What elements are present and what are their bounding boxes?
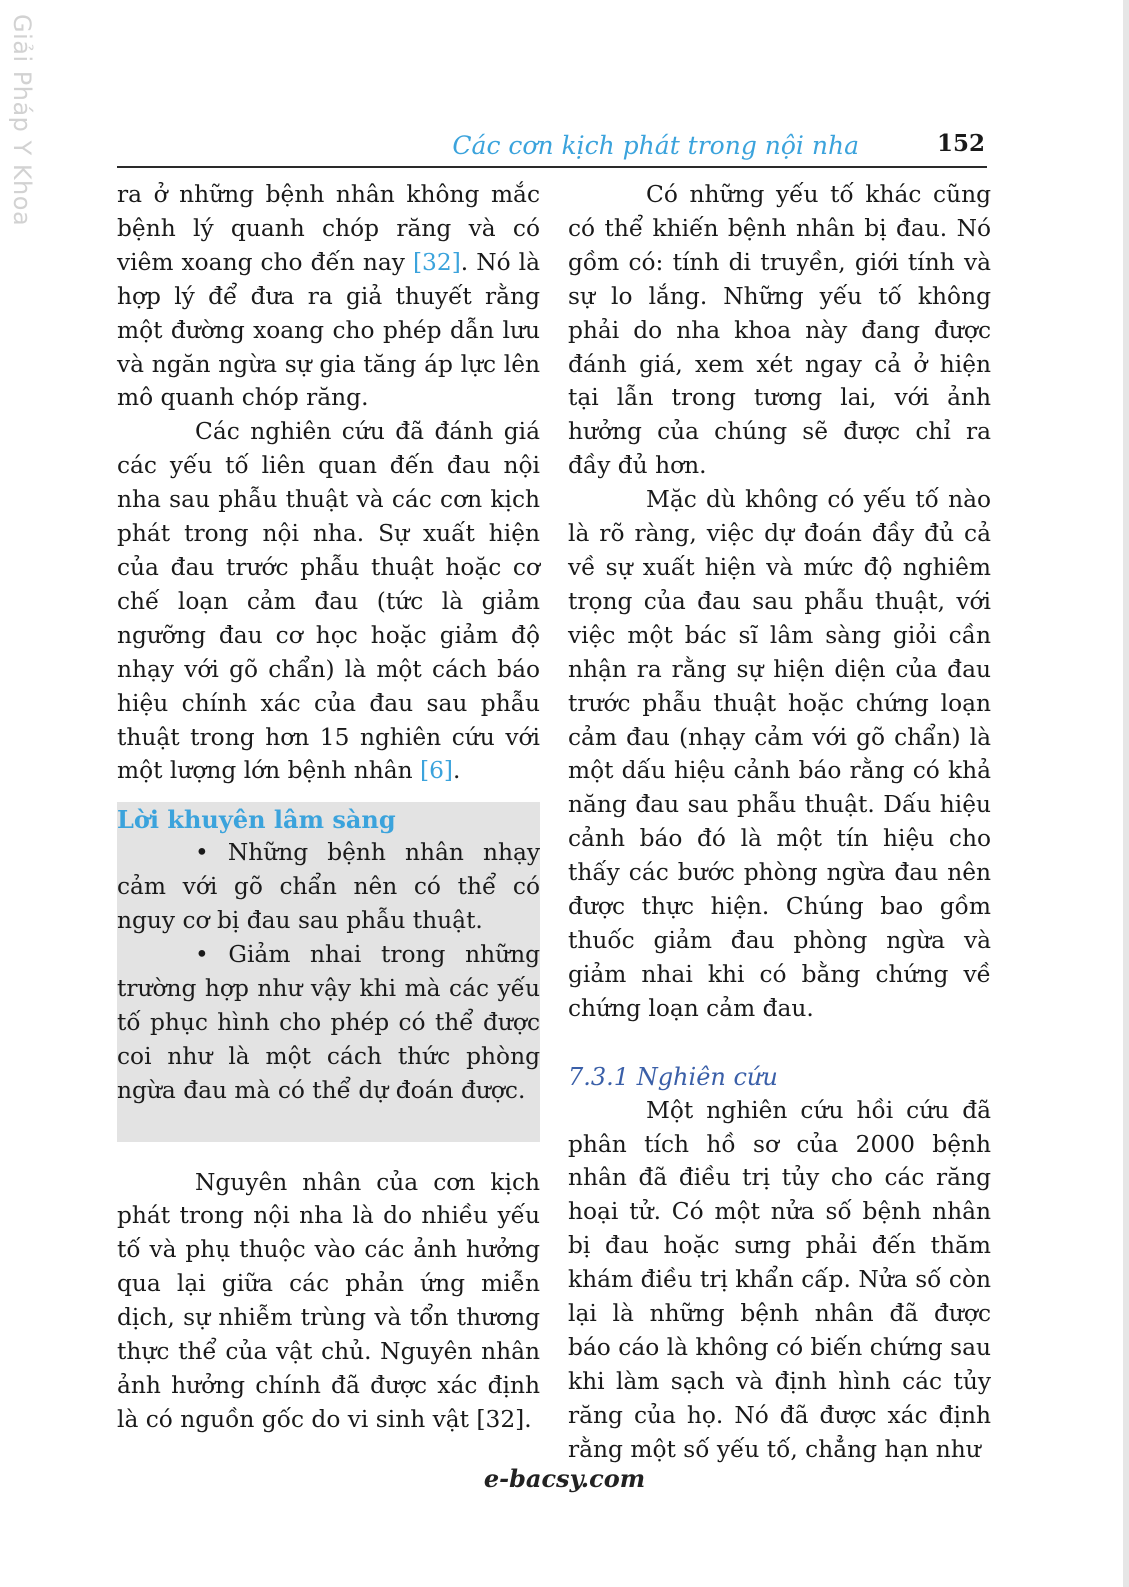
paragraph bbox=[117, 178, 540, 415]
page-edge-shadow bbox=[1123, 0, 1129, 1587]
advice-bullet bbox=[117, 836, 540, 938]
spacer bbox=[117, 1142, 540, 1166]
paragraph-text: . bbox=[453, 757, 461, 785]
section-heading: 7.3.1 Nghiên cứu bbox=[568, 1062, 778, 1091]
paragraph: Một nghiên cứu hồi cứu đã phân tích hồ sơ của 2000 bệnh nhân đã điều trị tủy cho các răng hoại tử. Có một nửa số bệnh nhân bị đau hoặc sưng phải đến thăm khám điều trị khẩn cấp. Nửa số còn lại là những bệnh nhân đã được báo cáo là không có biến chứng sau khi làm sạch và định hình các tủy răng của họ. Nó đã được xác định rằng một số yếu tố, chẳng hạn như bbox=[568, 1096, 991, 1463]
footer-site: e-bacsy.com bbox=[483, 1464, 646, 1493]
bullet-icon: • bbox=[195, 839, 209, 867]
citation-link[interactable]: [6] bbox=[420, 757, 454, 785]
paragraph-text: ra ở những bệnh nhân không mắc bệnh lý quanh chóp răng và có viêm xoang cho đến nay bbox=[117, 181, 540, 276]
paragraph: Mặc dù không có yếu tố nào là rõ ràng, việc dự đoán đầy đủ cả về sự xuất hiện và mức độ nghiêm trọng của đau sau phẫu thuật, với việc một bác sĩ lâm sàng giỏi cần nhận ra rằng sự hiện diện của đau trước phẫu thuật hoặc chứng loạn cảm đau (nhạy cảm với gõ chẩn) là một dấu hiệu cảnh báo rằng có khả năng đau sau phẫu thuật. Dấu hiệu cảnh báo đó là một tín hiệu cho thấy các bước phòng ngừa đau nên được thực hiện. Chúng bao gồm thuốc giảm đau phòng ngừa và giảm nhai khi có bằng chứng về chứng loạn cảm đau. bbox=[568, 486, 991, 1022]
paragraph: Có những yếu tố khác cũng có thể khiến bệnh nhân bị đau. Nó gồm có: tính di truyền, giới tính và sự lo lắng. Những yếu tố không phải do nha khoa này đang được đánh giá, xem xét ngay cả ở hiện tại lẫn trong tương lai, với ảnh hưởng của chúng sẽ được chỉ ra đầy đủ hơn. bbox=[568, 181, 991, 480]
advice-bullet bbox=[117, 938, 540, 1108]
bullet-text: Giảm nhai trong những trường hợp như vậy khi mà các yếu tố phục hình cho phép có thể được coi như là một cách thức phòng ngừa đau mà có thể dự đoán được. bbox=[117, 941, 540, 1104]
right-column bbox=[568, 178, 991, 1467]
citation-link[interactable]: [32] bbox=[412, 248, 461, 276]
side-watermark: Giải Pháp Y Khoa bbox=[8, 14, 36, 227]
advice-title: Lời khuyên lâm sàng bbox=[117, 805, 396, 835]
paragraph: Nguyên nhân của cơn kịch phát trong nội nha là do nhiều yếu tố và phụ thuộc vào các ảnh hưởng qua lại giữa các phản ứng miễn dịch, sự nhiễm trùng và tổn thương thực thể của vật chủ. Nguyên nhân ảnh hưởng chính đã được xác định là có nguồn gốc do vi sinh vật [32]. bbox=[117, 1168, 540, 1433]
page-header bbox=[117, 128, 987, 168]
paragraph bbox=[117, 415, 540, 788]
clinical-advice-box bbox=[117, 802, 540, 1141]
bullet-text: Những bệnh nhân nhạy cảm với gõ chẩn nên có thể có nguy cơ bị đau sau phẫu thuật. bbox=[117, 839, 541, 935]
paragraph-text: Các nghiên cứu đã đánh giá các yếu tố liên quan đến đau nội nha sau phẫu thuật và các cơn kịch phát trong nội nha. Sự xuất hiện của đau trước phẫu thuật hoặc cơ chế loạn cảm đau (tức là giảm ngưỡng đau cơ học hoặc giảm độ nhạy với gõ chẩn) là một cách báo hiệu chính xác của đau sau phẫu thuật trong hơn 15 nghiên cứu với một lượng lớn bệnh nhân bbox=[117, 418, 540, 785]
paragraph-text: . Nó là hợp lý để đưa ra giả thuyết rằng một đường xoang cho phép dẫn lưu và ngăn ngừa sự gia tăng áp lực lên mô quanh chóp răng. bbox=[117, 248, 541, 412]
left-column bbox=[117, 178, 540, 1437]
running-title: Các cơn kịch phát trong nội nha bbox=[452, 131, 859, 160]
bullet-icon: • bbox=[195, 941, 209, 969]
page-number: 152 bbox=[936, 130, 985, 157]
